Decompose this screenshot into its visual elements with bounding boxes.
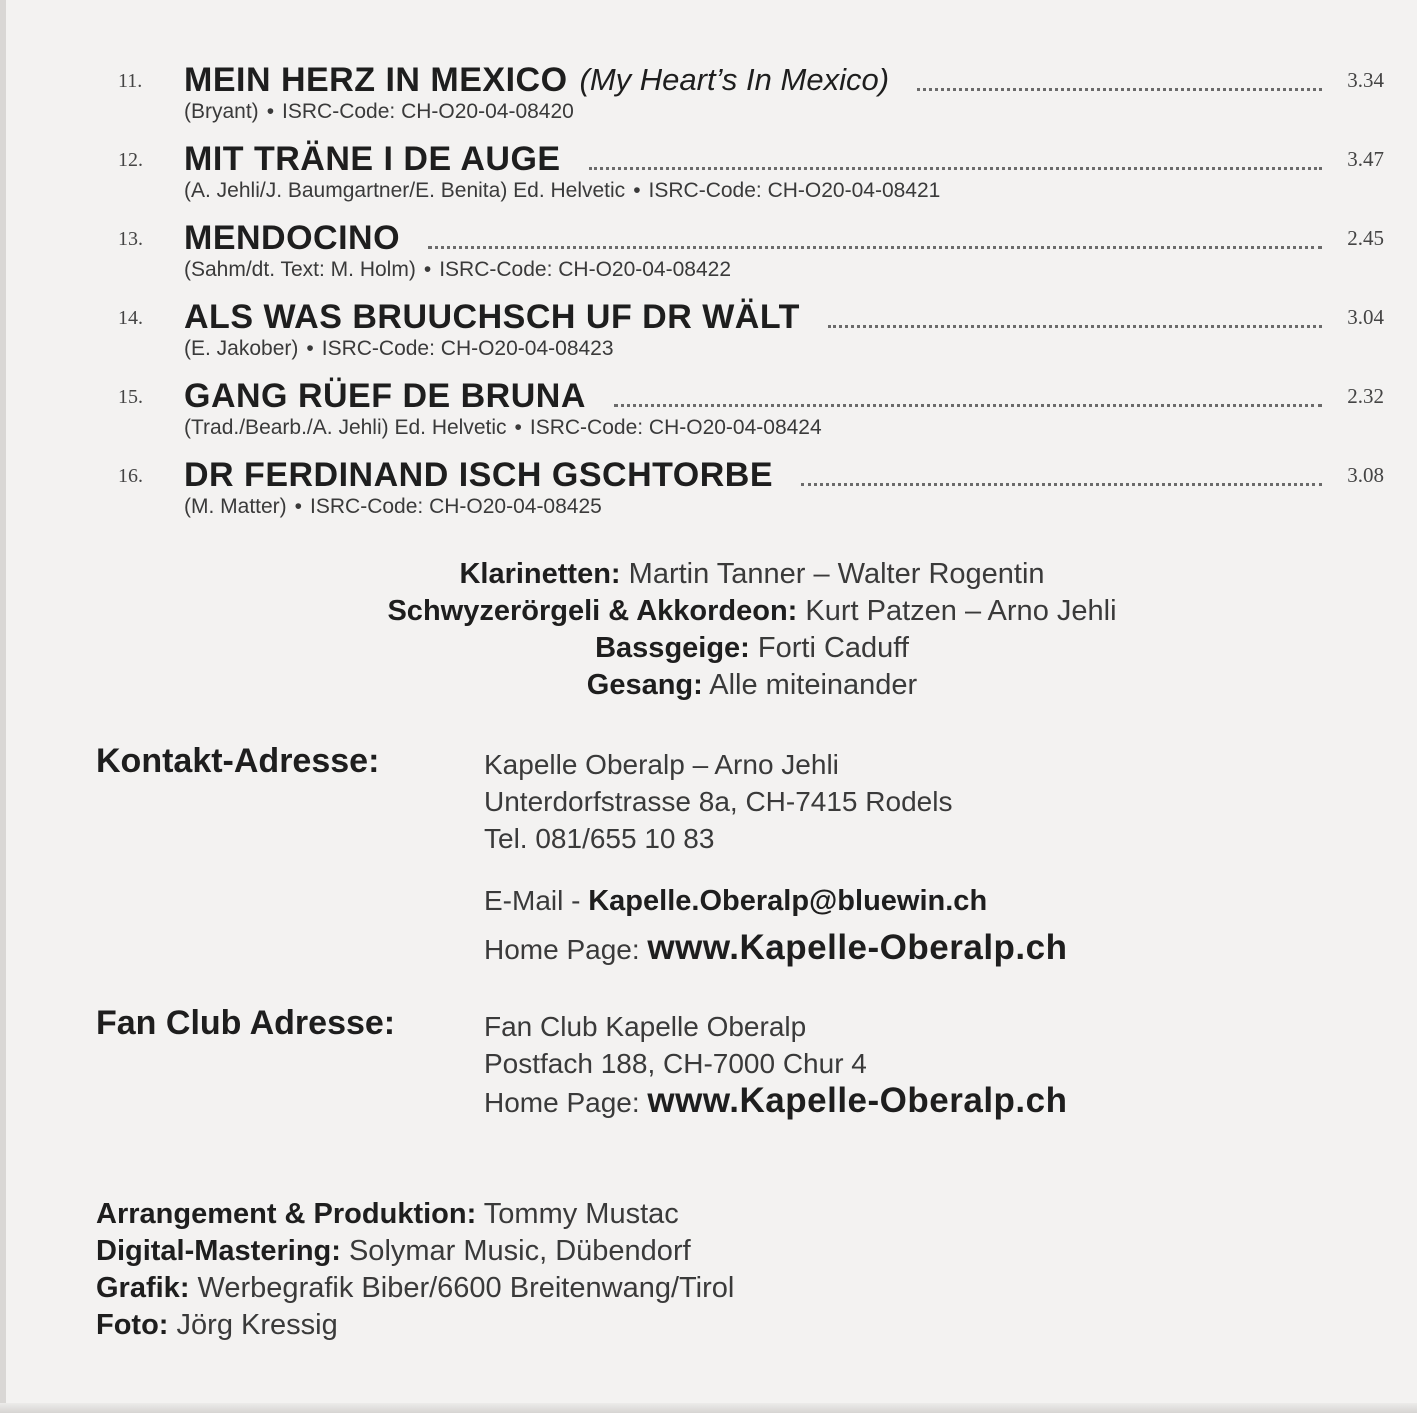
track-credits: (Trad./Bearb./A. Jehli) Ed. Helvetic [184,416,507,439]
fanclub-address-heading: Fan Club Adresse: [96,1004,396,1042]
bullet-separator: • [306,337,314,360]
musician-role: Klarinetten: [459,558,621,590]
bullet-separator: • [633,179,641,202]
track-isrc: ISRC-Code: CH-O20-04-08421 [648,179,941,202]
production-name: Tommy Mustac [483,1198,679,1230]
track-duration: 2.45 [1347,226,1384,250]
track-credits: (Bryant) [184,100,259,123]
musician-role: Bassgeige: [595,632,750,664]
bullet-separator: • [514,416,522,439]
musician-role: Gesang: [586,669,703,701]
track-number: 12. [118,149,143,171]
track-credits: (E. Jakober) [184,337,299,360]
dot-leader [801,482,1322,486]
track-number: 14. [118,307,143,329]
production-name: Solymar Music, Dübendorf [348,1235,691,1267]
contact-homepage-line [484,929,1068,968]
production-line [96,1196,734,1233]
track-credits: (A. Jehli/J. Baumgartner/E. Benita) Ed. Helvetic [184,179,626,202]
production-line [96,1233,734,1270]
track-title: DR FERDINAND ISCH GSCHTORBE [184,456,774,494]
track-title: ALS WAS BRUUCHSCH UF DR WÄLT [184,298,800,336]
homepage-link[interactable]: www.Kapelle-Oberalp.ch [647,1081,1068,1120]
track-isrc: ISRC-Code: CH-O20-04-08420 [282,100,574,123]
bullet-separator: • [266,100,275,123]
contact-email-line [484,882,987,920]
dot-leader [428,245,1322,249]
track-credits-line [184,179,940,203]
production-role: Foto: [96,1309,169,1341]
musician-names: Forti Caduff [757,632,909,664]
production-role: Grafik: [96,1272,190,1304]
bullet-separator: • [294,495,303,518]
production-name: Jörg Kressig [176,1309,338,1341]
email-label: E-Mail - [484,885,581,916]
bullet-separator: • [423,258,432,281]
homepage-label: Home Page: [484,1087,640,1118]
musician-line-bass [0,630,1417,667]
homepage-label: Home Page: [484,934,640,965]
musician-line-vocals [0,667,1417,704]
dot-leader [828,324,1322,328]
track-isrc: ISRC-Code: CH-O20-04-08424 [529,416,822,439]
page-edge-bottom [0,1403,1417,1413]
track-duration: 3.47 [1347,147,1384,171]
production-role: Digital-Mastering: [96,1235,341,1267]
contact-line: Kapelle Oberalp – Arno Jehli [484,749,839,780]
track-credits-line [184,495,602,519]
musicians-credits [0,556,1417,704]
contact-line: Tel. 081/655 10 83 [484,823,715,854]
track-credits-line [184,337,614,361]
track-title: MENDOCINO [184,219,401,257]
production-role: Arrangement & Produktion: [96,1198,477,1230]
track-duration: 3.34 [1347,68,1384,92]
musician-line-clarinets [0,556,1417,593]
track-subtitle: (My Heart’s In Mexico) [579,62,890,97]
track-duration: 3.08 [1347,463,1384,487]
track-title: MIT TRÄNE I DE AUGE [184,140,561,178]
track-duration: 2.32 [1347,384,1384,408]
production-name: Werbegrafik Biber/6600 Breitenwang/Tirol [197,1272,735,1304]
homepage-link[interactable]: www.Kapelle-Oberalp.ch [647,928,1068,967]
musician-names: Martin Tanner – Walter Rogentin [628,558,1045,590]
musician-names: Alle miteinander [709,669,918,701]
dot-leader [614,403,1322,407]
track-credits: (Sahm/dt. Text: M. Holm) [184,258,416,281]
track-isrc: ISRC-Code: CH-O20-04-08425 [310,495,602,518]
track-credits-line [184,258,731,282]
track-credits-line [184,100,574,124]
fanclub-line: Postfach 188, CH-7000 Chur 4 [484,1048,867,1079]
track-title: GANG RÜEF DE BRUNA [184,377,586,415]
track-number: 13. [118,228,143,250]
fanclub-line: Fan Club Kapelle Oberalp [484,1011,807,1042]
track-duration: 3.04 [1347,305,1384,329]
track-credits-line [184,416,822,440]
track-isrc: ISRC-Code: CH-O20-04-08423 [321,337,614,360]
contact-address-block [484,746,952,857]
contact-line: Unterdorfstrasse 8a, CH-7415 Rodels [484,786,953,817]
musician-role: Schwyzerörgeli & Akkordeon: [387,595,798,627]
track-isrc: ISRC-Code: CH-O20-04-08422 [439,258,731,281]
fanclub-homepage-line [484,1082,1068,1121]
track-number: 16. [118,465,143,487]
track-title: MEIN HERZ IN MEXICO [184,61,568,99]
track-number: 15. [118,386,143,408]
track-credits: (M. Matter) [184,495,287,518]
dot-leader [917,87,1322,91]
musician-names: Kurt Patzen – Arno Jehli [805,595,1117,627]
contact-address-heading: Kontakt-Adresse: [96,742,380,780]
dot-leader [589,166,1322,170]
production-line [96,1307,734,1344]
page-edge-left [0,0,6,1413]
production-credits [96,1196,734,1344]
email-link[interactable]: Kapelle.Oberalp@bluewin.ch [588,885,988,917]
production-line [96,1270,734,1307]
musician-line-accordion [0,593,1417,630]
track-number: 11. [118,70,143,92]
fanclub-address-block [484,1008,1068,1121]
